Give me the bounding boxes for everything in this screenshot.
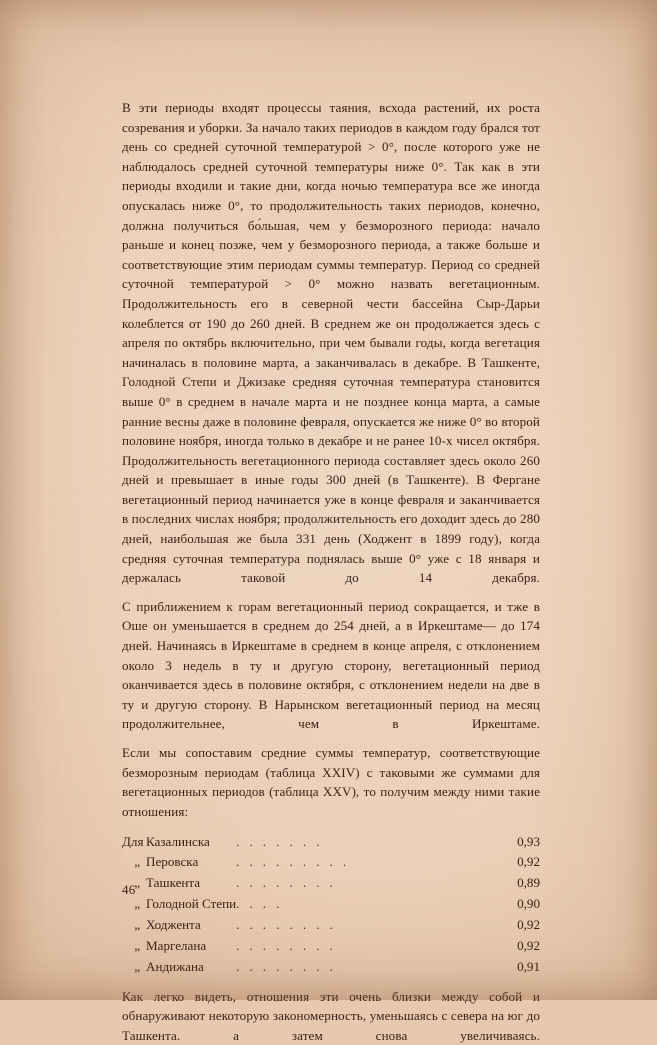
- row-label: [122, 915, 236, 936]
- row-prefix: „: [122, 895, 146, 914]
- row-value: 0,89: [517, 873, 540, 894]
- page-number: 46: [122, 882, 136, 898]
- row-name: Андижана: [146, 958, 204, 977]
- row-leader-dots: . . . .: [236, 894, 517, 915]
- table-row: [122, 957, 540, 978]
- row-value: 0,92: [517, 936, 540, 957]
- table-row: [122, 936, 540, 957]
- row-leader-dots: . . . . . . .: [236, 831, 517, 852]
- row-prefix: „: [122, 853, 146, 872]
- row-leader-dots: . . . . . . . .: [236, 936, 517, 957]
- row-name: Маргелана: [146, 937, 206, 956]
- row-prefix: Для: [122, 833, 146, 852]
- row-label: [122, 852, 236, 873]
- paragraph-1: В эти периоды входят процессы таяния, всхода растений, их роста созревания и уборки. За начало таких периодов в каждом году брался тот день со средней суточной температурой > 0°, после которого уже не наблюдалось средней суточной температуры ниже 0°. Так как в эти периоды входили и такие дни, когда ночью температура все же иногда опускалась ниже 0°, то продолжительность таких периодов, конечно, должна получиться бо́льшая, чем у безморозного периода: начало раньше и конец позже, чем у безморозного периода, а также больше и соответствующие этим периодам суммы температур. Период со средней суточной температурой > 0° можно назвать вегетационным. Продолжительность его в северной чести бассейна Сыр-Дарьи колеблется от 190 до 260 дней. В среднем же он продолжается здесь с апреля по октябрь включительно, при чем бывали годы, когда вегетация начиналась в половине марта, а заканчивалась в декабре. В Ташкенте, Голодной Степи и Джизаке средняя суточная температура становится выше 0° в среднем в начале марта и не позднее конца марта, а самые ранние весны даже в половине февраля, опускается же ниже 0° во второй половине ноября, иногда только в декабре и не ранее 10-х чисел октября. Продолжительность вегетационного периода составляет здесь около 260 дней и превышает в иные годы 300 дней (в Ташкенте). В Фергане вегетационный период начинается уже в конце февраля и заканчивается в последних числах ноября; продолжительность его доходит здесь до 280 дней, наибольшая же была 331 день (Ходжент в 1899 году), когда средняя суточная температура поднялась выше 0° уже с 18 января и держалась таковой до 14 декабря.: [122, 98, 540, 588]
- row-leader-dots: . . . . . . . .: [236, 915, 517, 936]
- row-name: Перовска: [146, 853, 198, 872]
- paragraph-gap: [122, 734, 540, 743]
- row-leader-dots: . . . . . . . .: [236, 957, 517, 978]
- row-label: [122, 936, 236, 957]
- ratios-table-body: [122, 831, 540, 977]
- row-name: Ходжента: [146, 916, 201, 935]
- table-row: [122, 831, 540, 852]
- row-label: [122, 873, 236, 894]
- table-row: [122, 915, 540, 936]
- table-row: [122, 894, 540, 915]
- row-name: Казалинска: [146, 833, 210, 852]
- paragraph-2: С приближением к горам вегетационный период сокращается, и тже в Оше он уменьшается в среднем до 254 дней, а в Иркештаме— до 174 дней. Начинаясь в Иркештаме в среднем в конце апреля, с отклонением около 3 недель в ту и другую сторону, вегетационный период оканчивается здесь в половине октября, с отклонением недели на две в ту и другую сторону. В Нарынском вегетационный период на месяц продолжительнее, чем в Иркештаме.: [122, 597, 540, 734]
- row-prefix: „: [122, 874, 146, 893]
- row-leader-dots: . . . . . . . . .: [236, 852, 517, 873]
- row-label: [122, 957, 236, 978]
- row-prefix: „: [122, 937, 146, 956]
- row-leader-dots: . . . . . . . .: [236, 873, 517, 894]
- paragraph-gap: [122, 978, 540, 987]
- row-value: 0,92: [517, 852, 540, 873]
- row-label: [122, 894, 236, 915]
- row-prefix: „: [122, 958, 146, 977]
- row-label: [122, 831, 236, 852]
- ratios-table: [122, 831, 540, 977]
- paragraph-gap: [122, 588, 540, 597]
- row-prefix: „: [122, 916, 146, 935]
- row-value: 0,91: [517, 957, 540, 978]
- text-column: [122, 98, 540, 1045]
- row-value: 0,90: [517, 894, 540, 915]
- row-name: Голодной Степи: [146, 895, 236, 914]
- row-value: 0,92: [517, 915, 540, 936]
- table-row: [122, 852, 540, 873]
- row-value: 0,93: [517, 831, 540, 852]
- row-name: Ташкента: [146, 874, 200, 893]
- paragraph-3: Если мы сопоставим средние суммы температур, соответствующие безморозным периодам (таблица XXIV) с таковыми же суммами для вегетационных периодов (таблица XXV), то получим между ними такие отношения:: [122, 743, 540, 821]
- closing-paragraph: Как легко видеть, отношения эти очень близки между собой и обнаруживают некоторую закономерность, уменьшаясь с севера на юг до Ташкента. а затем снова увеличиваясь.: [122, 987, 540, 1045]
- table-row: [122, 873, 540, 894]
